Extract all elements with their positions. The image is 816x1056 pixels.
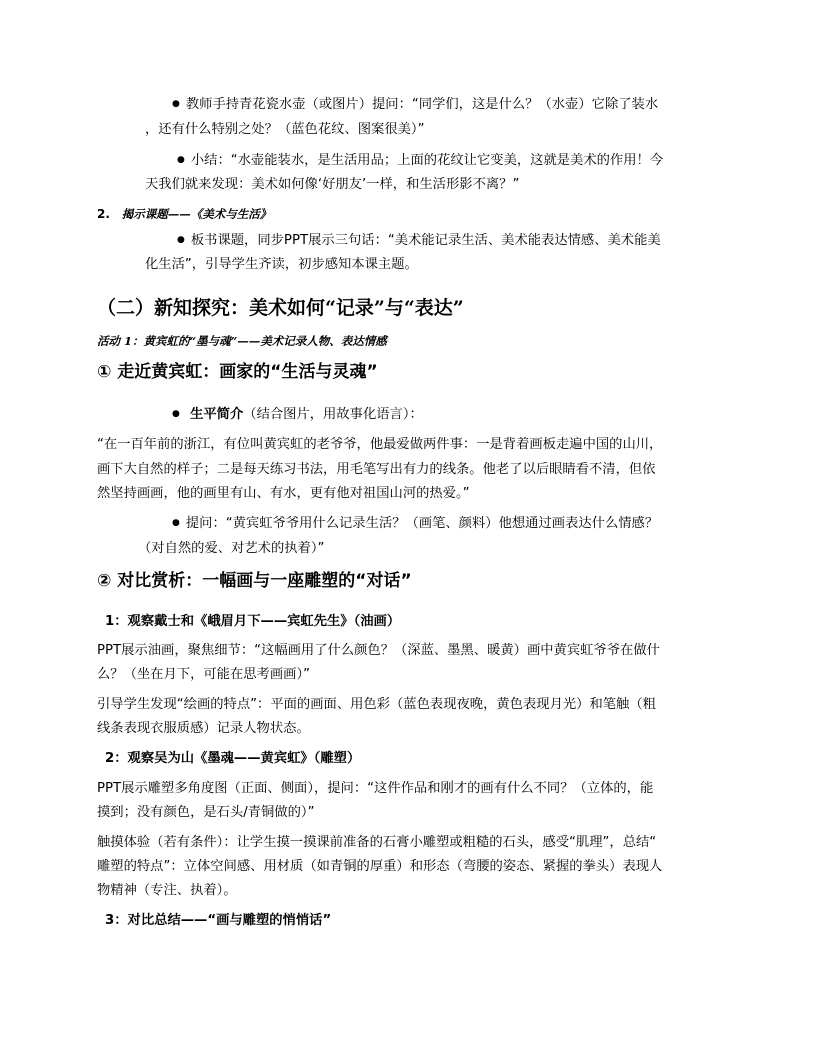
bullet-text-line: 天我们就来发现：美术如何像‘好朋友’一样，和生活形影不离？” [145,177,520,192]
item-number: 2. [97,207,110,221]
bio-text: （结合图片，用故事化语言）： [243,407,423,422]
paragraph-line: 物精神（专注、执着）。 [97,883,237,898]
bullet-summary [177,148,663,175]
bio-label: 生平简介 [190,407,244,422]
bullet-continuation [145,117,424,142]
bullet-text-line: 提问：“黄宾虹爷爷用什么记录生活？（画笔、颜料）他想通过画表达什么情感？ [185,516,659,531]
bullet-text-line: 教师手持青花瓷水壶（或图片）提问：“同学们，这是什么？（水壶）它除了装水 [185,97,659,112]
bullet-biography [172,402,423,429]
bullet-text-line: （对自然的爱、对艺术的执着）” [138,541,325,556]
observation-heading: 3：对比总结——“画与雕塑的悄悄话” [105,913,332,928]
paragraph-line: 引导学生发现“绘画的特点”：平面的画面、用色彩（蓝色表现夜晚，黄色表现月光）和笔触（粗 [97,697,656,712]
numbered-heading [97,202,271,227]
observation-heading: 1：观察戴士和《峨眉月下——宾虹先生》（油画） [105,614,401,629]
paragraph-line: PPT展示雕塑多角度图（正面、侧面），提问：“这件作品和刚才的画有什么不同？（立体的，能 [97,781,654,796]
story-paragraph-line: 然坚持画画，他的画里有山、有水，更有他对祖国山河的热爱。” [97,486,470,501]
paragraph-line: PPT展示油画，聚焦细节：“这幅画用了什么颜色？（深蓝、墨黑、暖黄）画中黄宾虹爷爷在做什 [97,643,660,658]
subsection-heading: ② 对比赏析：一幅画与一座雕塑的“对话” [97,571,412,591]
bullet-board-title [177,228,661,255]
item-title: 揭示课题——《美术与生活》 [121,207,272,221]
bullet-text-line: ，还有什么特别之处？（蓝色花纹、图案很美）” [145,122,425,137]
bullet-continuation [138,536,324,561]
story-paragraph-line: 画下大自然的样子；二是每天练习书法，用毛笔写出有力的线条。他老了以后眼睛看不清，但依 [97,462,656,477]
story-paragraph-line: “在一百年前的浙江，有位叫黄宾虹的老爷爷，他最爱做两件事：一是背着画板走遍中国的山川， [97,437,663,452]
subsection-heading: ① 走近黄宾虹：画家的“生活与灵魂” [97,362,378,382]
paragraph-line: 线条表现衣服质感）记录人物状态。 [97,721,310,736]
bullet-text-line: 板书课题，同步PPT展示三句话：“美术能记录生活、美术能表达情感、美术能美 [190,233,661,248]
paragraph-line: 摸到；没有颜色，是石头/青铜做的）” [97,805,315,820]
bullet-continuation [145,172,519,197]
bullet-text-line: 小结：“水壶能装水，是生活用品；上面的花纹让它变美，这就是美术的作用！今 [190,153,664,168]
bullet-continuation [145,252,418,277]
bullet-question [172,511,658,538]
observation-heading: 2：观察吴为山《墨魂——黄宾虹》（雕塑） [105,751,361,766]
paragraph-line: 么？（坐在月下，可能在思考画画）” [97,667,310,682]
paragraph-line: 触摸体验（若有条件）：让学生摸一摸课前准备的石膏小雕塑或粗糙的石头，感受“肌理”，总结“ [97,835,657,850]
bullet-text-line: 化生活”，引导学生齐读，初步感知本课主题。 [145,257,418,272]
paragraph-line: 雕塑的特点”：立体空间感、用材质（如青铜的厚重）和形态（弯腰的姿态、紧握的拳头）表现人 [97,859,663,874]
activity-heading: 活动 1：黄宾虹的“墨与魂”——美术记录人物、表达情感 [97,334,387,348]
section-heading: （二）新知探究：美术如何“记录”与“表达” [97,297,464,319]
bullet-question-teapot [172,92,658,119]
